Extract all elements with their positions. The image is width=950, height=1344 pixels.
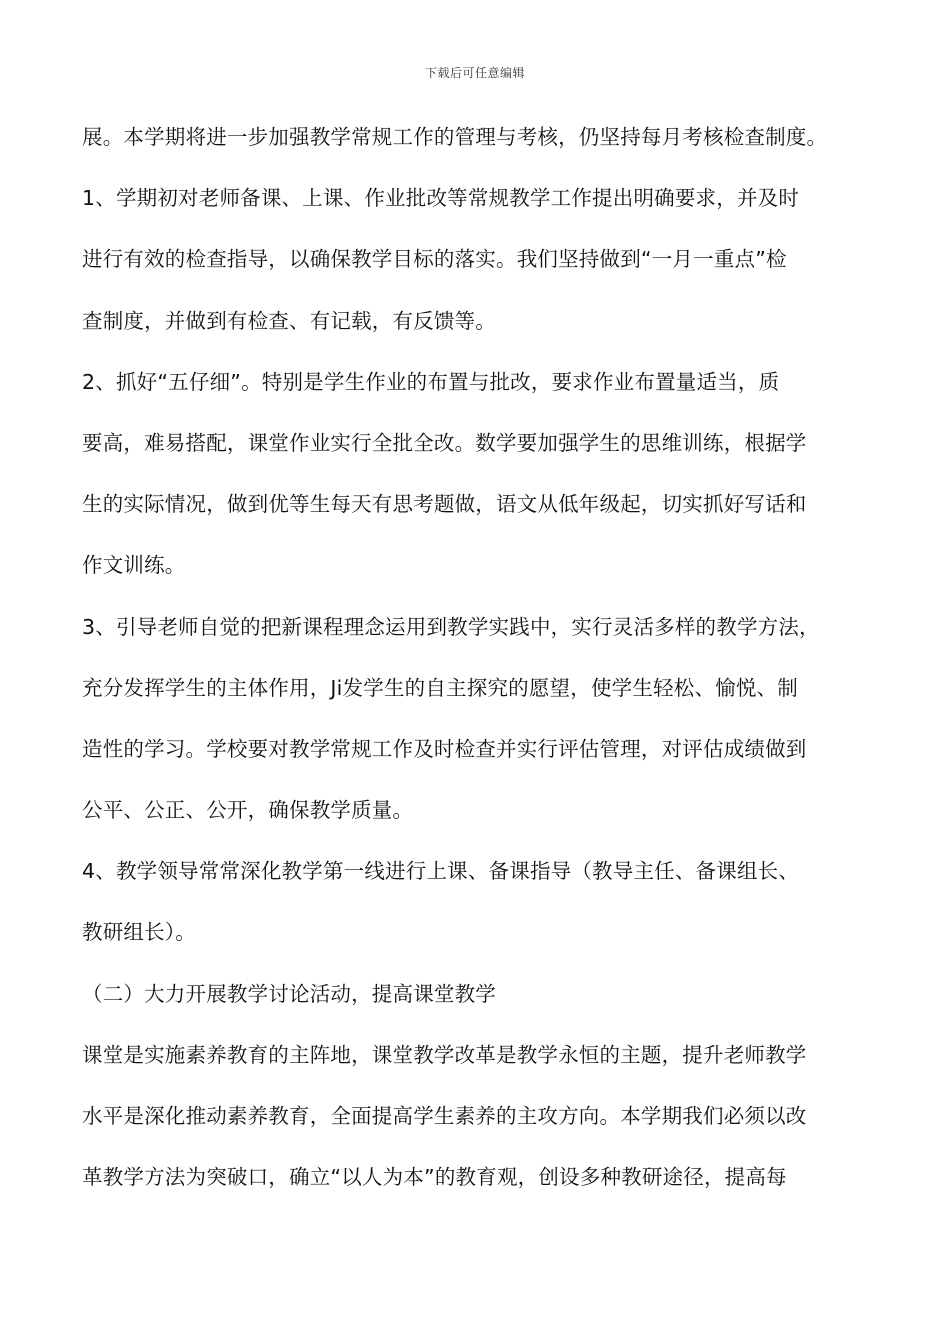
text-line: 教研组长）。 (82, 920, 196, 945)
text-line: 3、引导老师自觉的把新课程理念运用到教学实践中，实行灵活多样的教学方法， (82, 614, 820, 639)
text-line: 进行有效的检查指导，以确保教学目标的落实。我们坚持做到“一月一重点”检 (82, 247, 787, 272)
text-line: 革教学方法为突破口，确立“以人为本”的教育观，创设多种教研途径，提高每 (82, 1165, 787, 1190)
text-line: 2、抓好“五仔细”。特别是学生作业的布置与批改，要求作业布置量适当，质 (82, 369, 780, 394)
text-line: 课堂是实施素养教育的主阵地，课堂教学改革是教学永恒的主题，提升老师教学 (82, 1042, 807, 1067)
text-line: 充分发挥学生的主体作用，Ji发学生的自主探究的愿望，使学生轻松、愉悦、制 (82, 675, 798, 700)
text-line: 造性的学习。学校要对教学常规工作及时检查并实行评估管理，对评估成绩做到 (82, 736, 807, 761)
text-line: 4、教学领导常常深化教学第一线进行上课、备课指导（教导主任、备课组长、 (82, 859, 800, 884)
text-line: 查制度，并做到有检查、有记载，有反馈等。 (82, 308, 496, 333)
text-line: 1、学期初对老师备课、上课、作业批改等常规教学工作提出明确要求，并及时 (82, 186, 800, 211)
text-line: 展。本学期将进一步加强教学常规工作的管理与考核，仍坚持每月考核检查制度。 (82, 125, 828, 149)
text-line: 生的实际情况，做到优等生每天有思考题做，语文从低年级起，切实抓好写话和 (82, 492, 807, 517)
document-body (82, 118, 882, 1219)
section-heading: （二）大力开展教学讨论活动，提高课堂教学 (82, 981, 496, 1006)
text-line: 水平是深化推动素养教育，全面提高学生素养的主攻方向。本学期我们必须以改 (82, 1104, 807, 1128)
header-note: 下载后可任意编辑 (424, 66, 525, 80)
text-line: 作文训练。 (82, 553, 186, 578)
text-line: 公平、公正、公开，确保教学质量。 (82, 798, 414, 823)
text-line: 要高，难易搭配，课堂作业实行全批全改。数学要加强学生的思维训练，根据学 (82, 430, 807, 455)
